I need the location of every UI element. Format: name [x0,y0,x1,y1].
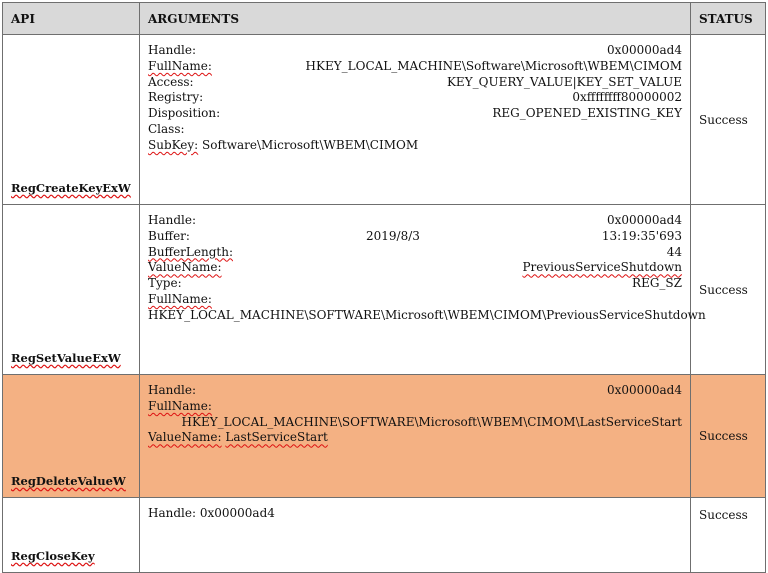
arg-value: Software\Microsoft\WBEM\CIMOM [202,137,419,152]
arg-value: KEY_QUERY_VALUE|KEY_SET_VALUE [446,74,682,89]
api-cell [3,35,140,205]
header-arguments: ARGUMENTS [140,3,691,35]
arg-line [148,138,682,154]
api-name: RegCloseKey [11,549,95,563]
arg-key: Handle: [148,213,197,227]
arg-line [148,229,682,245]
arg-value: 0x00000ad4 [606,383,682,397]
arg-value: 13:19:35'693 [601,228,682,243]
arg-value: REG_SZ [632,276,682,291]
arg-line [148,43,682,59]
arguments-cell [140,498,691,573]
arg-key: FullName: [148,291,212,306]
status-cell: Success [691,205,766,375]
arg-line [148,245,682,261]
arg-line [148,90,682,106]
arg-value: HKEY_LOCAL_MACHINE\Software\Microsoft\WBEM\CIMOM [305,58,682,73]
arg-value: 44 [666,244,682,259]
arguments-cell [140,35,691,205]
arguments-cell [140,205,706,375]
arg-line [148,276,682,292]
arg-value: HKEY_LOCAL_MACHINE\SOFTWARE\Microsoft\WBEM\CIMOM\LastServiceStart [181,414,682,429]
arg-line [148,430,682,446]
arguments-cell [140,375,691,498]
arg-date: 2019/8/3 [366,228,420,243]
arg-line [148,307,706,324]
arg-value: HKEY_LOCAL_MACHINE\SOFTWARE\Microsoft\WBEM\CIMOM\PreviousServiceShutdown [148,307,706,322]
arg-value: PreviousServiceShutdown [522,260,682,275]
arg-line [148,506,682,522]
table-row-highlighted [3,375,766,498]
arg-key: FullName: [148,58,212,73]
arg-line [148,260,682,276]
arg-value: 0x00000ad4 [606,213,682,227]
arg-line [148,399,682,415]
arg-key: Class: [148,121,185,136]
arg-line [148,213,682,229]
arg-line [148,59,682,75]
arg-line [148,292,682,308]
arg-key: Disposition: [148,106,221,121]
api-cell [3,375,140,498]
arg-value: 0x00000ad4 [199,506,275,520]
api-cell [3,205,140,375]
arg-key: FullName: [148,398,212,413]
header-row [3,3,766,35]
status-cell: Success [691,498,766,573]
api-name: RegSetValueExW [11,351,121,365]
arg-key: Registry: [148,90,204,105]
arg-line [148,383,682,399]
status-cell: Success [691,375,766,498]
arg-line [148,75,682,91]
api-call-table [2,2,766,573]
arg-value: 0x00000ad4 [606,43,682,57]
arg-key: BufferLength: [148,244,233,259]
arg-value: REG_OPENED_EXISTING_KEY [492,106,682,121]
table-row [3,205,766,375]
api-cell [3,498,140,573]
arg-value: 0xffffffff80000002 [572,90,682,105]
arg-line [148,122,682,138]
arg-value: LastServiceStart [225,430,328,445]
arg-key: Handle: [148,383,197,397]
api-name: RegCreateKeyExW [11,181,131,195]
arg-line [148,106,682,122]
header-api: API [3,3,140,35]
arg-key: ValueName: [148,260,222,275]
status-cell: Success [691,35,766,205]
arg-key: Buffer: [148,228,190,243]
header-status: STATUS [691,3,766,35]
api-name: RegDeleteValueW [11,474,126,488]
arg-key: Type: [148,276,182,291]
arg-key: SubKey: [148,137,199,152]
arg-key: Handle: [148,506,197,520]
table-row [3,498,766,573]
arg-key: ValueName: [148,430,222,445]
arg-line [148,415,682,431]
arg-key: Handle: [148,43,197,57]
table-row [3,35,766,205]
arg-key: Access: [148,74,194,89]
